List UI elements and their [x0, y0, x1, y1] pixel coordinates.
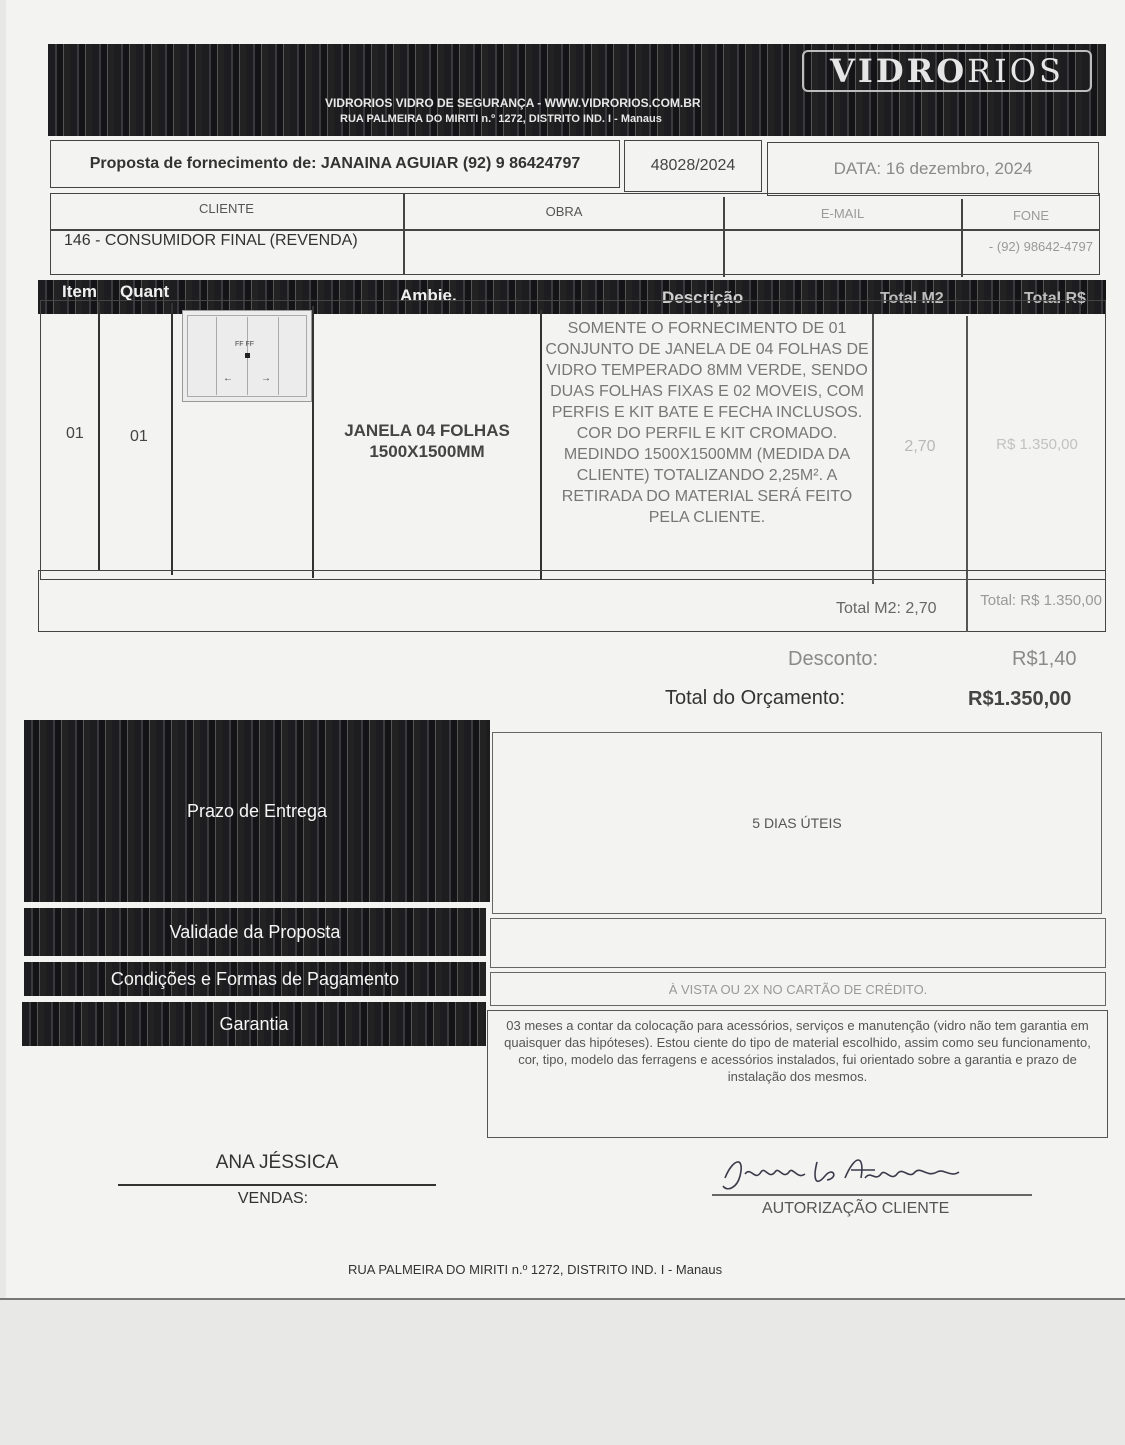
arrow-right-icon: → [261, 373, 271, 384]
total-m2: Total M2: 2,70 [836, 600, 937, 617]
header-company-line: VIDRORIOS VIDRO DE SEGURANÇA - WWW.VIDRORIOS.COM.BR [325, 96, 701, 110]
totals-col-sep [966, 584, 968, 632]
warranty-label: Garantia [22, 1002, 486, 1046]
delivery-value: 5 DIAS ÚTEIS [492, 732, 1102, 914]
items-col-sep-1 [98, 302, 100, 570]
warranty-value: 03 meses a contar da colocação para acessórios, serviços e manutenção (vidro não tem garantia em quaisquer das hipóteses). Estou ciente do tipo de material escolhido, assim como seu funcionamento, cor, tipo, modelo das ferragens e acessórios instalados, fui orientado sobre a garantia e prazo de instalação dos mesmos. [487, 1010, 1108, 1138]
client-value-cliente: 146 - CONSUMIDOR FINAL (REVENDA) [64, 232, 358, 249]
items-col-sep-2 [171, 303, 173, 575]
client-header-email: E-MAIL [820, 205, 865, 221]
item-total-rs: R$ 1.350,00 [996, 436, 1078, 453]
page-edge [0, 1298, 1125, 1300]
window-drawing [182, 310, 312, 402]
items-header-ambiente: Ambie. [400, 286, 457, 305]
arrow-left-icon: ← [223, 373, 233, 384]
discount-value: R$1,40 [1012, 648, 1077, 670]
window-fixed-label: FF FF [235, 341, 255, 348]
validity-value [490, 918, 1106, 968]
logo-light: RIOS [967, 52, 1064, 90]
items-header-item: Item [62, 282, 97, 301]
header-address-line: RUA PALMEIRA DO MIRITI n.º 1272, DISTRITO IND. I - Manaus [340, 113, 662, 125]
items-col-sep-4 [540, 310, 542, 580]
item-quantity: 01 [130, 428, 148, 445]
client-signature-line [712, 1194, 1032, 1196]
footer-address: RUA PALMEIRA DO MIRITI n.º 1272, DISTRITO IND. I - Manaus [348, 1262, 723, 1277]
proposal-number: 48028/2024 [624, 140, 762, 192]
seller-label: VENDAS: [237, 1190, 309, 1207]
proposal-date: DATA: 16 dezembro, 2024 [767, 142, 1099, 196]
client-header-obra: OBRA [545, 203, 583, 219]
item-total-m2: 2,70 [904, 438, 936, 455]
client-signature [715, 1148, 985, 1198]
validity-label: Validade da Proposta [24, 908, 486, 956]
items-header-total-m2: Total M2 [880, 290, 944, 307]
payment-label: Condições e Formas de Pagamento [24, 962, 486, 996]
window-mullion-1 [216, 317, 217, 395]
seller-signature-line [118, 1184, 436, 1186]
client-header-cliente: CLIENTE [199, 200, 254, 216]
proposal-title: Proposta de fornecimento de: JANAINA AGUIAR (92) 9 86424797 [50, 140, 620, 188]
items-header-descricao: Descrição [662, 288, 744, 307]
client-table-divider [50, 229, 1100, 231]
item-ambiente: JANELA 04 FOLHAS 1500X1500MM [344, 421, 510, 461]
seller-name: ANA JÉSSICA [215, 1152, 339, 1173]
delivery-label: Prazo de Entrega [24, 720, 490, 902]
budget-total-value: R$1.350,00 [968, 688, 1072, 710]
payment-value: À VISTA OU 2X NO CARTÃO DE CRÉDITO. [490, 972, 1106, 1006]
window-mullion-3 [278, 317, 279, 395]
total-rs: Total: R$ 1.350,00 [980, 592, 1102, 609]
discount-label: Desconto: [788, 648, 879, 670]
budget-total-label: Total do Orçamento: [665, 687, 846, 709]
items-col-sep-3 [312, 306, 314, 578]
items-header-total-rs: Total R$ [1024, 290, 1086, 307]
client-authorization-label: AUTORIZAÇÃO CLIENTE [762, 1200, 950, 1217]
company-logo [802, 50, 1092, 92]
logo-bold: VIDRO [830, 52, 968, 90]
item-descricao: SOMENTE O FORNECIMENTO DE 01 CONJUNTO DE JANELA DE 04 FOLHAS DE VIDRO TEMPERADO 8MM VERDE, SENDO DUAS FOLHAS FIXAS E 02 MOVEIS, COM PERFIS E KIT BATE E FECHA INCLUSOS. COR DO PERFIL E KIT CROMADO. MEDINDO 1500X1500MM (MEDIDA DA CLIENTE) TOTALIZANDO 2,25M². A RETIRADA DO MATERIAL SERÁ FEITO PELA CLIENTE. [545, 320, 869, 526]
client-value-fone: - (92) 98642-4797 [988, 239, 1093, 254]
items-header-quant: Quant [120, 282, 170, 301]
client-header-fone: FONE [1012, 207, 1050, 223]
items-totals-row [38, 570, 1106, 632]
window-lock-mark [245, 353, 250, 358]
item-number: 01 [66, 425, 84, 442]
